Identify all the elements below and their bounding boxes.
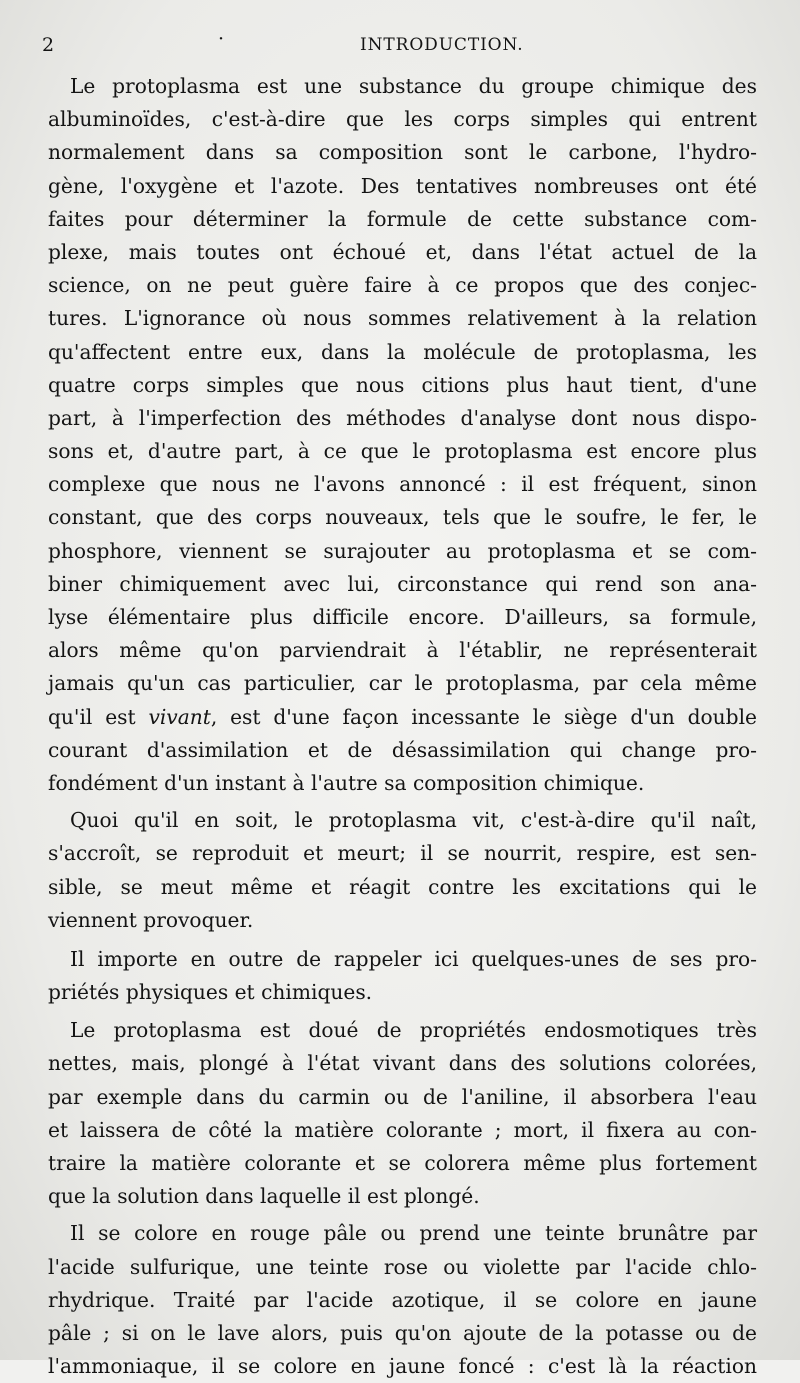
text-line: Il se colore en rouge pâle ou prend une teinte brunâtre par [70, 1221, 757, 1246]
text-line: jamais qu'un cas particulier, car le protoplasma, par cela même [48, 671, 757, 696]
text-line: tures. L'ignorance où nous sommes relativement à la relation [48, 306, 757, 331]
text-line: Le protoplasma est une substance du groupe chimique des [70, 74, 757, 98]
header-dot: · [218, 28, 225, 50]
text-line: et laissera de côté la matière colorante ; mort, il fixera au con- [48, 1117, 757, 1142]
body-text [48, 70, 757, 1383]
text-fragment: qu'il est [48, 704, 149, 729]
text-line: s'accroît, se reproduit et meurt; il se nourrit, respire, est sen- [48, 841, 757, 866]
page-number: 2 [42, 34, 55, 56]
text-line: gène, l'oxygène et l'azote. Des tentatives nombreuses ont été [48, 173, 757, 198]
text-line: Il importe en outre de rappeler ici quelques-unes de ses pro- [70, 946, 757, 971]
text-line: complexe que nous ne l'avons annoncé : il est fréquent, sinon [48, 472, 757, 497]
text-line: constant, que des corps nouveaux, tels que le soufre, le fer, le [48, 505, 757, 530]
text-line: part, à l'imperfection des méthodes d'analyse dont nous dispo- [48, 405, 757, 430]
text-line: traire la matière colorante et se colorera même plus fortement [48, 1151, 757, 1175]
text-line: faites pour déterminer la formule de cette substance com- [48, 206, 757, 231]
text-line: Le protoplasma est doué de propriétés endosmotiques très [70, 1018, 757, 1043]
text-line: Quoi qu'il en soit, le protoplasma vit, c'est-à-dire qu'il naît, [70, 808, 757, 833]
text-line: normalement dans sa composition sont le carbone, l'hydro- [48, 140, 757, 165]
text-line: rhydrique. Traité par l'acide azotique, il se colore en jaune [48, 1287, 757, 1312]
text-line: priétés physiques et chimiques. [48, 980, 373, 1005]
text-line: viennent provoquer. [48, 907, 254, 932]
text-line: pâle ; si on le lave alors, puis qu'on ajoute de la potasse ou de [48, 1320, 757, 1345]
italic-word: vivant [148, 704, 211, 729]
page-header [42, 28, 762, 60]
text-line: que la solution dans laquelle il est plongé. [48, 1184, 480, 1209]
text-line: quatre corps simples que nous citions plus haut tient, d'une [48, 372, 757, 397]
text-line: science, on ne peut guère faire à ce propos que des conjec- [48, 273, 757, 298]
text-line: qu'affectent entre eux, dans la molécule de protoplasma, les [48, 339, 757, 364]
text-line: lyse élémentaire plus difficile encore. D'ailleurs, sa formule, [48, 605, 757, 629]
text-line: plexe, mais toutes ont échoué et, dans l'état actuel de la [48, 239, 757, 264]
text-line: l'acide sulfurique, une teinte rose ou violette par l'acide chlo- [48, 1254, 757, 1279]
text-line: par exemple dans du carmin ou de l'aniline, il absorbera l'eau [48, 1084, 757, 1109]
text-line: courant d'assimilation et de désassimilation qui change pro- [48, 737, 757, 762]
text-fragment: , est d'une façon incessante le siège d'un double [210, 704, 758, 729]
text-line: sons et, d'autre part, à ce que le protoplasma est encore plus [48, 439, 757, 464]
text-line: biner chimiquement avec lui, circonstance qui rend son ana- [48, 571, 757, 596]
text-line: l'ammoniaque, il se colore en jaune foncé : c'est là la réaction [48, 1354, 757, 1379]
text-line: nettes, mais, plongé à l'état vivant dans des solutions colorées, [48, 1051, 757, 1076]
text-line: fondément d'un instant à l'autre sa composition chimique. [48, 770, 645, 795]
text-line-with-italic [48, 701, 757, 734]
text-line: alors même qu'on parviendrait à l'établir, ne représenterait [48, 638, 757, 663]
running-title: INTRODUCTION. [360, 35, 524, 55]
text-line: phosphore, viennent se surajouter au protoplasma et se com- [48, 538, 757, 563]
text-line: albuminoïdes, c'est-à-dire que les corps simples qui entrent [48, 107, 757, 132]
text-line: sible, se meut même et réagit contre les excitations qui le [48, 874, 757, 899]
